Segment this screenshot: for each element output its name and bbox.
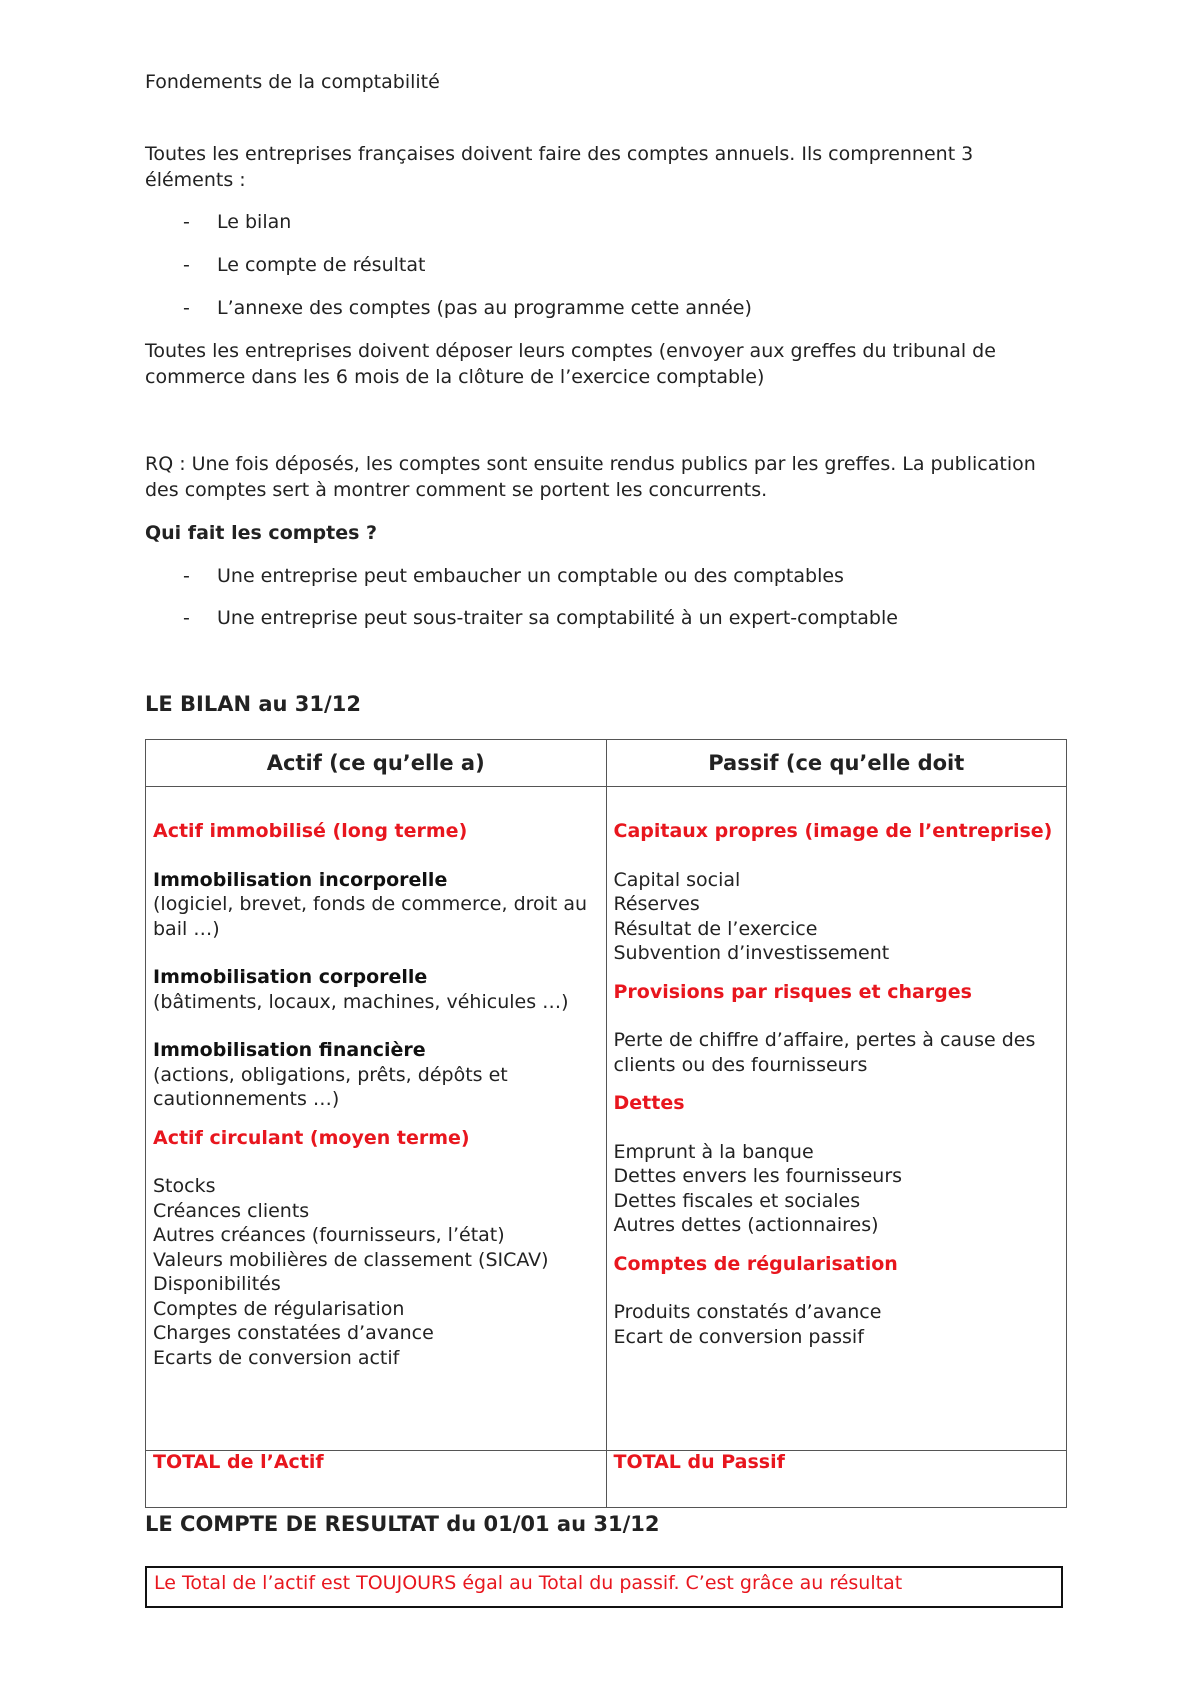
dash-marker: - xyxy=(183,254,190,276)
list-item: Créances clients xyxy=(153,1199,310,1222)
list-item: Produits constatés d’avance xyxy=(613,1301,882,1323)
capitaux-propres-heading: Capitaux propres (image de l’entreprise) xyxy=(613,820,1053,842)
list-item: Résultat de l’exercice xyxy=(613,917,818,940)
depot-paragraph: Toutes les entreprises doivent déposer leurs comptes (envoyer aux greffes du tribunal de commerce dans les 6 mois de la clôture de l’exercice comptable) xyxy=(145,340,996,388)
passif-column xyxy=(606,787,1067,1451)
provisions-desc: Perte de chiffre d’affaire, pertes à cause des clients ou des fournisseurs xyxy=(613,1029,1036,1076)
list-item: Ecart de conversion passif xyxy=(613,1325,864,1348)
list-item xyxy=(183,563,844,589)
total-passif: TOTAL du Passif xyxy=(606,1451,1067,1508)
actif-header: Actif (ce qu’elle a) xyxy=(146,740,607,787)
rq-paragraph: RQ : Une fois déposés, les comptes sont ensuite rendus publics par les greffes. La publication des comptes sert à montrer comment se portent les concurrents. xyxy=(145,453,1036,501)
corporelle-desc: (bâtiments, locaux, machines, véhicules …) xyxy=(153,990,569,1013)
regularisation-heading: Comptes de régularisation xyxy=(613,1252,898,1275)
total-actif: TOTAL de l’Actif xyxy=(146,1451,607,1508)
document-title: Fondements de la comptabilité xyxy=(145,71,440,93)
dash-marker: - xyxy=(183,211,190,233)
list-item xyxy=(183,605,898,631)
incorporelle-title: Immobilisation incorporelle xyxy=(153,868,448,891)
list-item xyxy=(183,209,291,235)
bilan-heading: LE BILAN au 31/12 xyxy=(145,692,361,716)
corporelle-title: Immobilisation corporelle xyxy=(153,966,428,988)
compte-resultat-heading: LE COMPTE DE RESULTAT du 01/01 au 31/12 xyxy=(145,1512,660,1536)
provisions-heading: Provisions par risques et charges xyxy=(613,980,972,1003)
list-item-text: Une entreprise peut sous-traiter sa comptabilité à un expert-comptable xyxy=(217,607,898,629)
actif-immobilise-heading: Actif immobilisé (long terme) xyxy=(153,820,468,842)
dash-marker: - xyxy=(183,297,190,319)
list-item: Autres dettes (actionnaires) xyxy=(613,1214,879,1236)
bilan-table xyxy=(145,739,1067,1508)
list-item: Dettes envers les fournisseurs xyxy=(613,1165,903,1187)
list-item xyxy=(183,252,425,278)
list-item: Comptes de régularisation xyxy=(153,1297,405,1320)
list-item: Emprunt à la banque xyxy=(613,1140,814,1163)
intro-paragraph: Toutes les entreprises françaises doivent faire des comptes annuels. Ils comprennent 3 éléments : xyxy=(145,143,974,191)
list-item: Subvention d’investissement xyxy=(613,942,890,964)
actif-column xyxy=(146,787,607,1451)
dash-marker: - xyxy=(183,607,190,629)
list-item: Stocks xyxy=(153,1175,216,1197)
list-item: Dettes fiscales et sociales xyxy=(613,1189,861,1212)
list-item-text: L’annexe des comptes (pas au programme cette année) xyxy=(217,297,752,319)
list-item: Disponibilités xyxy=(153,1273,281,1295)
list-item: Capital social xyxy=(613,868,741,891)
list-item-text: Une entreprise peut embaucher un comptable ou des comptables xyxy=(217,565,844,587)
list-item xyxy=(183,295,752,321)
list-item: Ecarts de conversion actif xyxy=(153,1346,400,1369)
qui-heading: Qui fait les comptes ? xyxy=(145,522,378,544)
note-box: Le Total de l’actif est TOUJOURS égal au Total du passif. C’est grâce au résultat xyxy=(145,1566,1063,1608)
actif-circulant-heading: Actif circulant (moyen terme) xyxy=(153,1126,470,1149)
financiere-title: Immobilisation financière xyxy=(153,1039,426,1061)
list-item-text: Le compte de résultat xyxy=(217,254,426,276)
list-item: Réserves xyxy=(613,893,700,915)
financiere-desc: (actions, obligations, prêts, dépôts et cautionnements …) xyxy=(153,1063,508,1110)
dash-marker: - xyxy=(183,565,190,587)
list-item: Autres créances (fournisseurs, l’état) xyxy=(153,1224,505,1246)
incorporelle-desc: (logiciel, brevet, fonds de commerce, droit au bail …) xyxy=(153,893,588,940)
list-item: Valeurs mobilières de classement (SICAV) xyxy=(153,1248,549,1271)
passif-header: Passif (ce qu’elle doit xyxy=(606,740,1067,787)
list-item: Charges constatées d’avance xyxy=(153,1322,434,1344)
dettes-heading: Dettes xyxy=(613,1092,685,1114)
list-item-text: Le bilan xyxy=(217,211,292,233)
